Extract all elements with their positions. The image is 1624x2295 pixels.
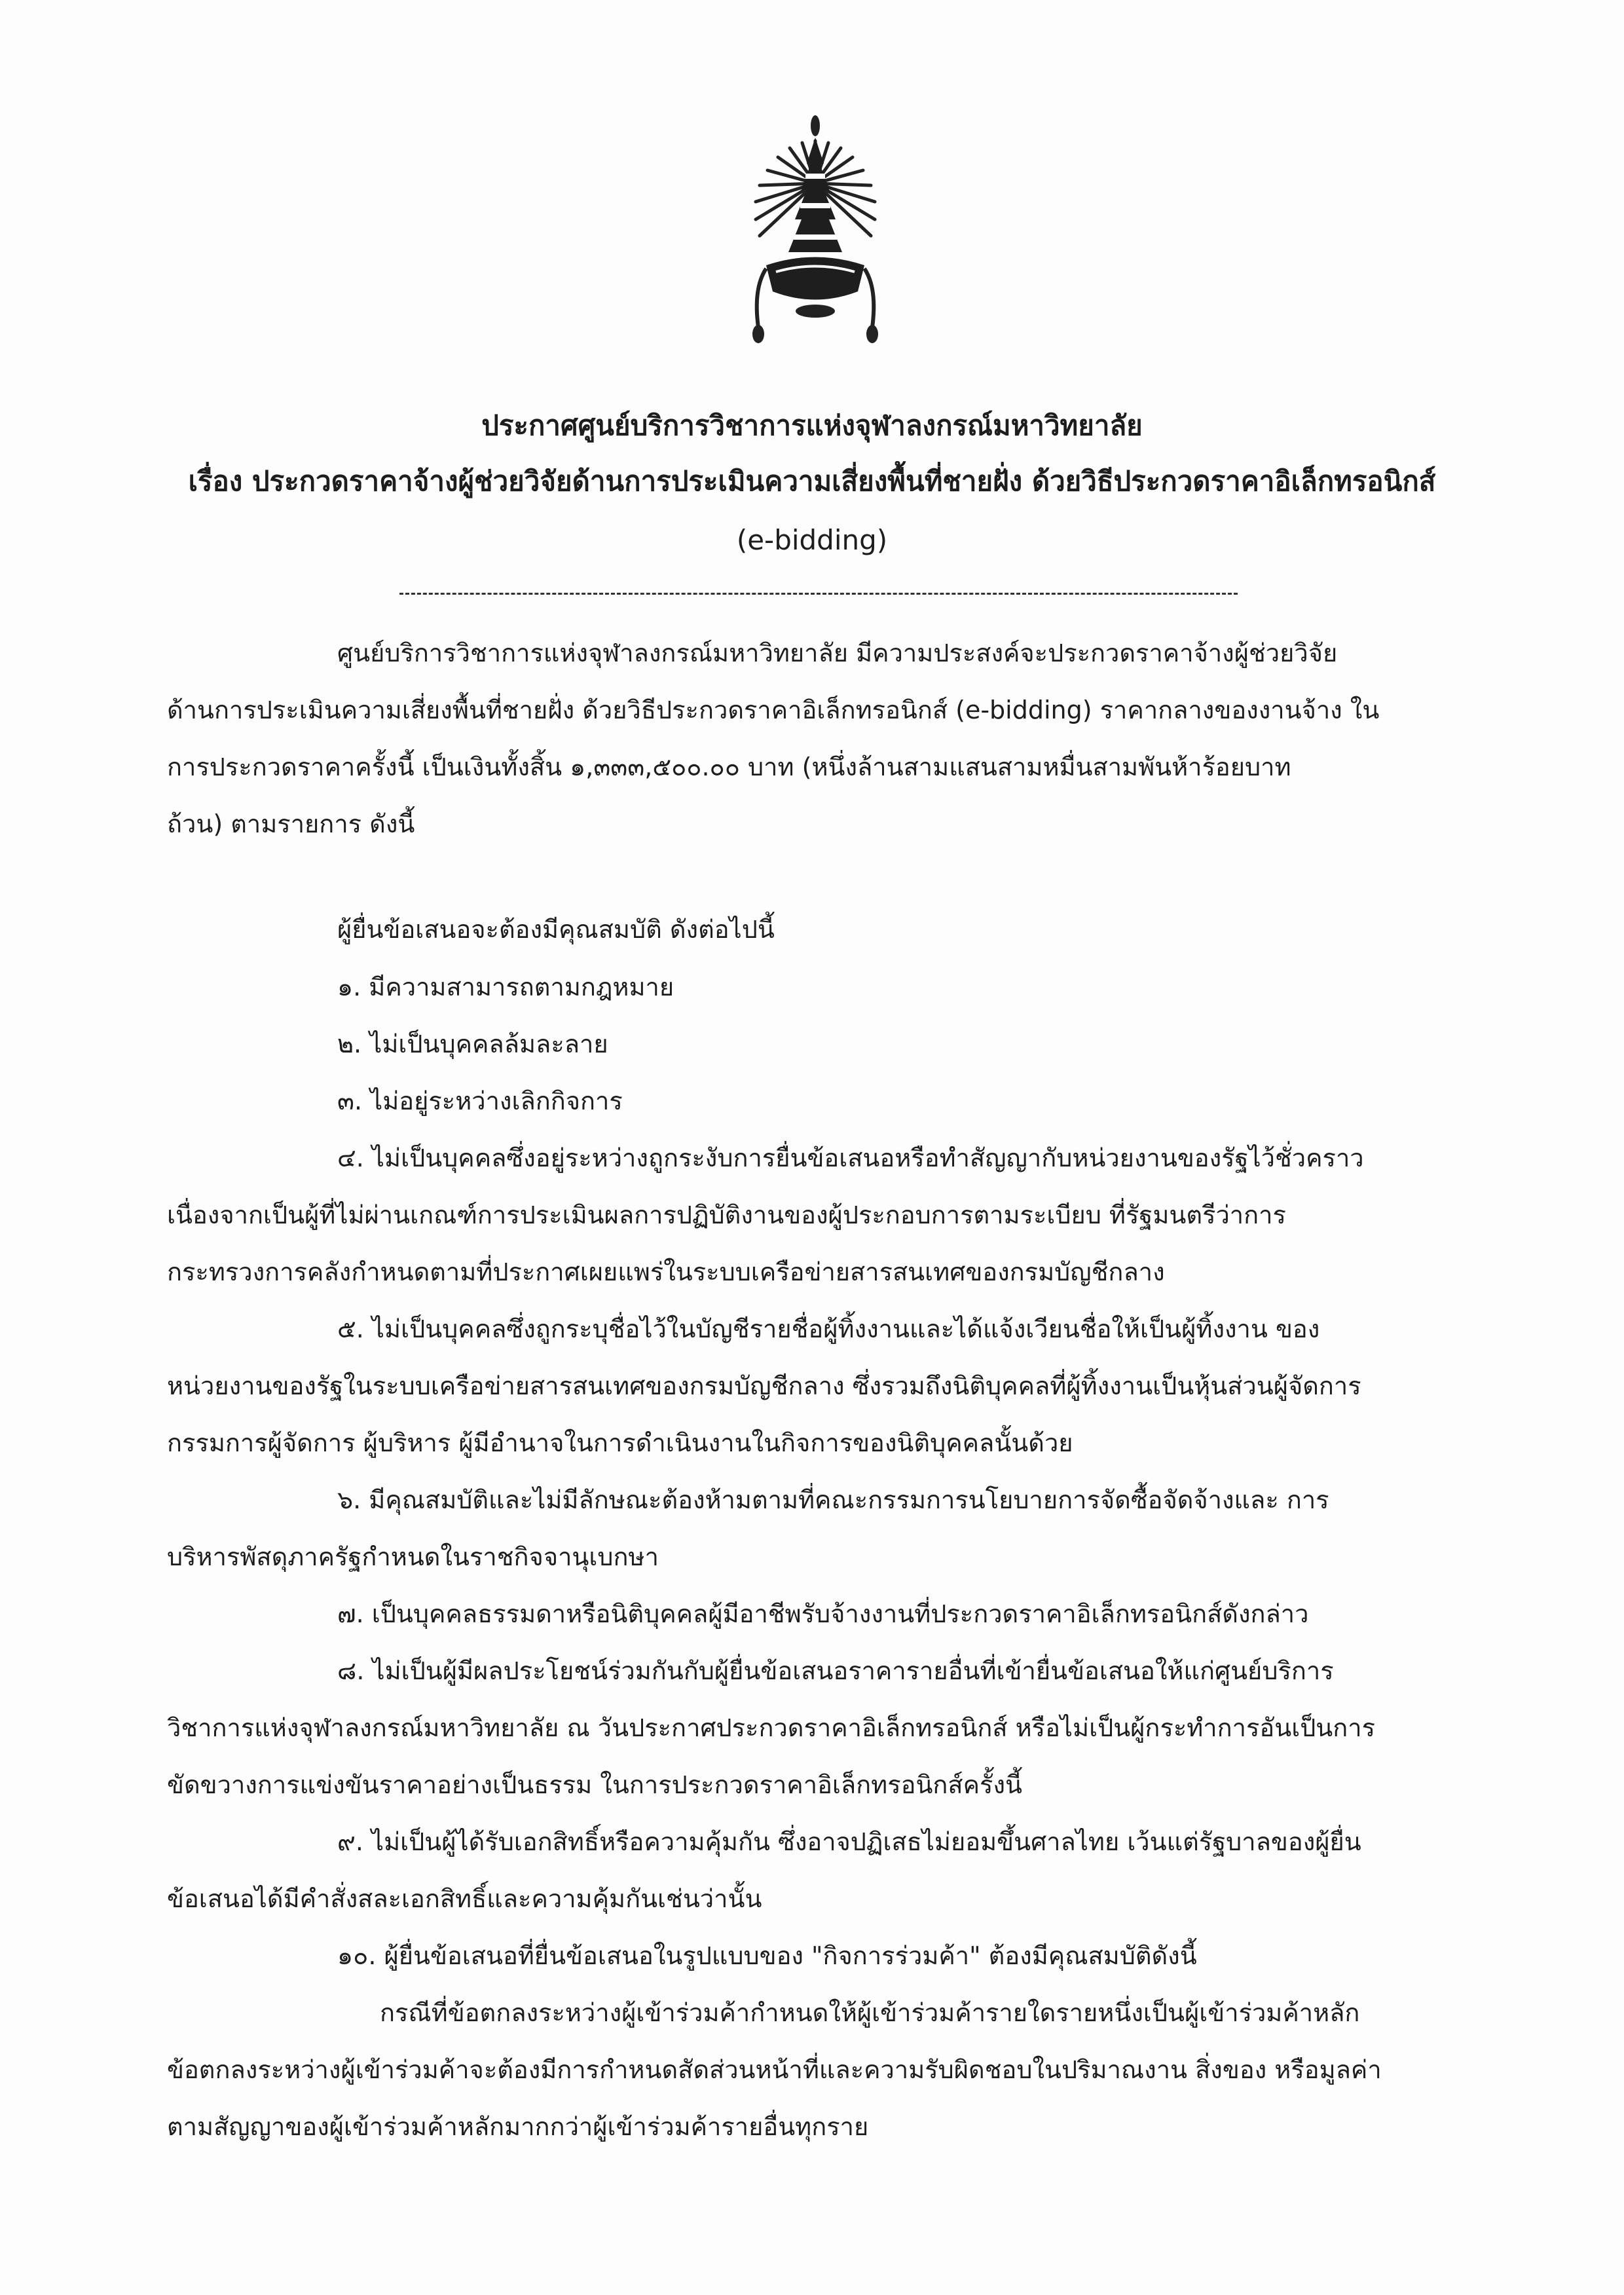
qualification-item: ๓. ไม่อยู่ระหว่างเลิกกิจการ xyxy=(337,1087,623,1115)
qualification-item: ๕. ไม่เป็นบุคคลซึ่งถูกระบุชื่อไว้ในบัญชีรายชื่อผู้ทิ้งงานและได้แจ้งเวียนชื่อให้เป็นผู้ทิ้งงาน ของ xyxy=(337,1315,1320,1343)
qualification-item-cont: ขัดขวางการแข่งขันราคาอย่างเป็นธรรม ในการประกวดราคาอิเล็กทรอนิกส์ครั้งนี้ xyxy=(167,1770,1022,1799)
qualification-item: ๑๐. ผู้ยื่นข้อเสนอที่ยื่นข้อเสนอในรูปแบบของ "กิจการร่วมค้า" ต้องมีคุณสมบัติดังนี้ xyxy=(337,1941,1197,1970)
qualification-item: ๔. ไม่เป็นบุคคลซึ่งอยู่ระหว่างถูกระงับการยื่นข้อเสนอหรือทำสัญญากับหน่วยงานของรัฐไว้ชั่วคราว xyxy=(337,1144,1364,1172)
intro-line: การประกวดราคาครั้งนี้ เป็นเงินทั้งสิ้น ๑,๓๓๓,๕๐๐.๐๐ บาท (หนึ่งล้านสามแสนสามหมื่นสามพันห้าร้อยบาท xyxy=(167,753,1291,781)
qualification-item: ๗. เป็นบุคคลธรรมดาหรือนิติบุคคลผู้มีอาชีพรับจ้างงานที่ประกวดราคาอิเล็กทรอนิกส์ดังกล่าว xyxy=(337,1599,1309,1628)
announcement-subject: เรื่อง ประกวดราคาจ้างผู้ช่วยวิจัยด้านการประเมินความเสี่ยงพื้นที่ชายฝั่ง ด้วยวิธีประกวดราคาอิเล็กทรอนิกส์ xyxy=(188,465,1436,497)
qualification-item-cont: กรรมการผู้จัดการ ผู้บริหาร ผู้มีอำนาจในการดำเนินงานในกิจการของนิติบุคคลนั้นด้วย xyxy=(167,1428,1073,1457)
qualification-item: ๘. ไม่เป็นผู้มีผลประโยชน์ร่วมกันกับผู้ยื่นข้อเสนอราคารายอื่นที่เข้ายื่นข้อเสนอให้แก่ศูนย์บริการ xyxy=(337,1656,1334,1685)
intro-line: ด้านการประเมินความเสี่ยงพื้นที่ชายฝั่ง ด้วยวิธีประกวดราคาอิเล็กทรอนิกส์ (e-bidding) ราคากลางของงานจ้าง ใน xyxy=(167,696,1380,724)
qualification-item: ๒. ไม่เป็นบุคคลล้มละลาย xyxy=(337,1030,608,1058)
joint-venture-line: ตามสัญญาของผู้เข้าร่วมค้าหลักมากกว่าผู้เข้าร่วมค้ารายอื่นทุกราย xyxy=(167,2112,869,2141)
qualification-item-cont: กระทรวงการคลังกำหนดตามที่ประกาศเผยแพร่ในระบบเครือข่ายสารสนเทศของกรมบัญชีกลาง xyxy=(167,1258,1165,1286)
joint-venture-line: กรณีที่ข้อตกลงระหว่างผู้เข้าร่วมค้ากำหนดให้ผู้เข้าร่วมค้ารายใดรายหนึ่งเป็นผู้เข้าร่วมค้าหลัก xyxy=(380,1998,1360,2027)
qualification-item: ๖. มีคุณสมบัติและไม่มีลักษณะต้องห้ามตามที่คณะกรรมการนโยบายการจัดซื้อจัดจ้างและ การ xyxy=(337,1485,1329,1514)
qualification-item-cont: วิชาการแห่งจุฬาลงกรณ์มหาวิทยาลัย ณ วันประกาศประกวดราคาอิเล็กทรอนิกส์ หรือไม่เป็นผู้กระทำการอันเป็นการ xyxy=(167,1713,1376,1742)
announcement-subject-suffix: (e-bidding) xyxy=(736,524,888,556)
qualification-item-cont: ข้อเสนอได้มีคำสั่งสละเอกสิทธิ์และความคุ้มกันเช่นว่านั้น xyxy=(167,1884,762,1913)
qualification-item: ๙. ไม่เป็นผู้ได้รับเอกสิทธิ์หรือความคุ้มกัน ซึ่งอาจปฏิเสธไม่ยอมขึ้นศาลไทย เว้นแต่รัฐบาลของผู้ยื่น xyxy=(337,1827,1361,1856)
intro-line: ถ้วน) ตามรายการ ดังนี้ xyxy=(167,810,415,838)
university-emblem-icon xyxy=(740,111,891,354)
joint-venture-line: ข้อตกลงระหว่างผู้เข้าร่วมค้าจะต้องมีการกำหนดสัดส่วนหน้าที่และความรับผิดชอบในปริมาณงาน สิ่งของ หรือมูลค่า xyxy=(167,2055,1382,2084)
qualification-item-cont: เนื่องจากเป็นผู้ที่ไม่ผ่านเกณฑ์การประเมินผลการปฏิบัติงานของผู้ประกอบการตามระเบียบ ที่รัฐมนตรีว่าการ xyxy=(167,1201,1286,1229)
dashed-divider xyxy=(399,593,1238,595)
intro-line: ศูนย์บริการวิชาการแห่งจุฬาลงกรณ์มหาวิทยาลัย มีความประสงค์จะประกวดราคาจ้างผู้ช่วยวิจัย xyxy=(337,639,1338,667)
qualifications-heading: ผู้ยื่นข้อเสนอจะต้องมีคุณสมบัติ ดังต่อไปนี้ xyxy=(337,915,775,944)
qualification-item-cont: หน่วยงานของรัฐในระบบเครือข่ายสารสนเทศของกรมบัญชีกลาง ซึ่งรวมถึงนิติบุคคลที่ผู้ทิ้งงานเป็นหุ้นส่วนผู้จัดการ xyxy=(167,1371,1361,1400)
announcement-title: ประกาศศูนย์บริการวิชาการแห่งจุฬาลงกรณ์มหาวิทยาลัย xyxy=(481,409,1143,441)
qualification-item-cont: บริหารพัสดุภาครัฐกำหนดในราชกิจจานุเบกษา xyxy=(167,1542,659,1571)
qualification-item: ๑. มีความสามารถตามกฎหมาย xyxy=(337,973,674,1001)
